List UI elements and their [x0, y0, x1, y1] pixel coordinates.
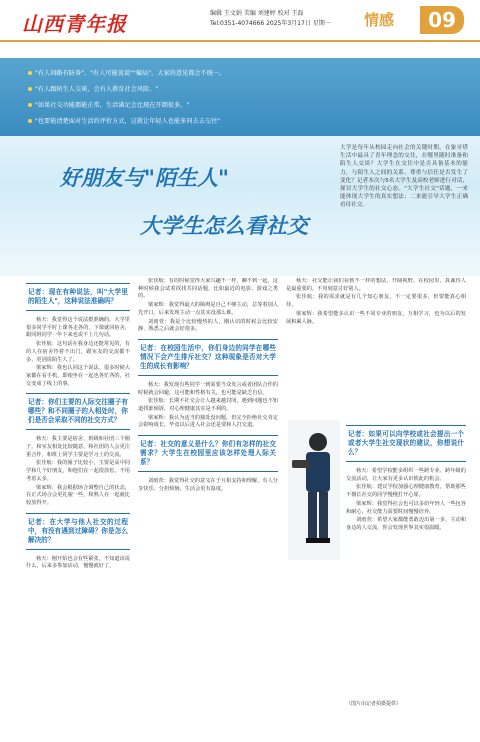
question-box: 记者：在校园生活中，你们身边的同学在哪些情况下会产生排斥社交？这种现象是否对大学生的成长有影响？	[138, 339, 278, 376]
quote-line: "如果社交功能都能正常，生活满足会比现在开朗很多。"	[28, 100, 189, 109]
question-box: 记者：你们主要的人际交往圈子有哪些？和不同圈子的人相处时，你们是否会采取不同的社交方式？	[26, 393, 130, 430]
answer-paragraph: 杨天：社交能让我们看到不一样的想法，开阔视野。在校园里，真诚待人是最重要的，不用刻意讨好别人。	[286, 278, 466, 292]
answer-paragraph: 张佳航：有的时候觉得大家兴趣不一样，聊不到一起，这种时候我会试着找找共同话题，比如最近的电影、游戏之类的。	[138, 278, 278, 300]
quote-line: "有人问路有防备"、"有人可能说谎""骗局"，大家的意见都会不统一。	[28, 68, 225, 77]
answer-paragraph: 张佳航：建议学校加强心理健康教育，帮助那些不擅长社交的同学慢慢打开心扉。	[346, 484, 466, 499]
intro-paragraph: 大学是每年从校园走向社会的关键时期，在象牙塔生活中最具了青年理念的交往，在哪里随时准备和陌生人交谈？大学生在交往中是否具备基本的能力，与陌生人之间的关系、尊重与信任是否发生了变化？记者本次与5名大学生及高校老师进行对话，探讨大学生的社交心态。"大学生社交"话题，一来能体现大学生的真实想法；二来能引导大学生正确看待社交。	[340, 145, 468, 209]
bullet-icon	[28, 119, 32, 123]
question-box: 记者：社交的意义是什么？你们有怎样的社交需求？大学生在校园里应该怎样处理人际关系？	[138, 435, 278, 472]
article-column-3-bottom	[346, 420, 466, 710]
article-column-1	[26, 278, 130, 708]
answer-paragraph: 刘雨萱：我是个比较慢热的人，刚认识的时候会比较安静，熟悉之后就会好很多。	[138, 318, 278, 333]
question-box: 记者：现在有种说法，叫"大学里的陌生人"，这种说法准确吗？	[26, 283, 130, 311]
answer-paragraph: 梁家辉：我会根据场合调整自己的状态，在正式场合会更礼貌一些，和熟人在一起就比较放得开。	[26, 484, 130, 506]
answer-paragraph: 杨天：我发现有些同学一到需要当众发言或者团队合作的时候就会回避，这可能和性格有关，也可能是缺乏自信。	[138, 381, 278, 396]
answer-paragraph: 张佳航：长期不社交会让人越来越封闭，遇到问题也不知道找谁倾诉，对心理健康其实是不利的。	[138, 398, 278, 413]
answer-paragraph: 梁家辉：我觉得社会也可以多给年轻人一些包容和耐心，社交能力需要时间慢慢培养。	[346, 500, 466, 515]
answer-paragraph: 杨天：希望学校能多组织一些跨专业、跨年级的交流活动，让大家有更多认识彼此的机会。	[346, 468, 466, 482]
masthead	[0, 0, 480, 42]
answer-paragraph: 张佳航：我的需求就是有几个知心朋友，不一定要很多，但要能真心相待。	[286, 294, 466, 309]
issue-info: Tel:0351-4074666 2025年3月17日 星期一	[210, 20, 331, 27]
headline-line-1: 好朋友与"陌生人"	[60, 166, 229, 190]
quote-line: "也要能清楚面对生活的评价方式，这就让年轻人也能多同去去交往"	[28, 116, 220, 125]
editor-credits: 编辑 王文娟 美编 刘建婷 校对 王磊	[210, 10, 304, 17]
feature-banner	[0, 44, 480, 276]
photo-caption: （图片由记者拍摄提供）	[346, 701, 402, 707]
quote-strip	[0, 58, 480, 136]
quote-line: "有人跟陌生人交谈，会有人教育社会风险。"	[28, 84, 158, 93]
section-title: 情感	[364, 11, 395, 29]
answer-paragraph: 张佳航：这句话在我身边还挺常见的，有的人在宿舍待着不出门，跟室友的交流都不多，更别说陌生人了。	[26, 341, 130, 363]
bullet-icon	[28, 87, 32, 91]
answer-paragraph: 梁家辉：我也认同这个说法。很多时候大家都在看手机，即使坐在一起也各忙各的，社交变成了线上的事。	[26, 365, 130, 387]
answer-paragraph: 刘雨萱：希望大家都能勇敢迈出第一步，主动和身边的人交流，你会发现世界其实很温暖。	[346, 517, 466, 531]
page-number: 09	[420, 6, 464, 34]
answer-paragraph: 刘雨萱：我觉得社交的意义在于互相支持和理解，有人分享快乐、分担烦恼，生活会更有温度。	[138, 478, 278, 492]
answer-paragraph: 张佳航：我的圈子比较小，主要是高中同学和几个好朋友，和他们在一起很放松，不用考虑太多。	[26, 460, 130, 482]
bullet-icon	[28, 103, 32, 107]
answer-paragraph: 梁家辉：我希望能多认识一些不同专业的朋友，互相学习，也为以后的发展积累人脉。	[286, 310, 466, 325]
bullet-icon	[28, 71, 32, 75]
question-box: 记者：如果可以向学校或社会提出一个或者大学生社交现状的建议，你想说什么？	[346, 425, 466, 462]
interview-photo	[288, 420, 340, 560]
answer-paragraph: 杨天：我觉得这个说法挺准确的。大学里很多同学平时上课各走各的，下课就回宿舍，跟同班同学一年下来也说不上几句话。	[26, 317, 130, 339]
article-column-3-top	[286, 278, 466, 386]
newspaper-logo: 山西青年报	[22, 12, 127, 36]
answer-paragraph: 杨天：刚开始也会有些紧张，不知道该说什么，后来多参加活动，慢慢就好了。	[26, 555, 130, 570]
answer-paragraph: 梁家辉：我认为适当的独处没问题，但完全拒绝社交肯定会影响成长，毕竟以后进入社会还是要和人打交道。	[138, 414, 278, 429]
question-box: 记者：在大学与他人社交的过程中，有没有遇到过障碍？你是怎么解决的？	[26, 513, 130, 550]
headline-line-2: 大学生怎么看社交	[140, 214, 308, 238]
answer-paragraph: 杨天：我主要是宿舍、班级和社团三个圈子。和室友相处比较随意，和社团的人会更注重合作，和班上同学主要是学习上的交流。	[26, 436, 130, 458]
article-column-2	[138, 278, 278, 708]
answer-paragraph: 梁家辉：我觉得最大的障碍是自己不够主动，总等着别人先开口，后来发现主动一点其实没那么难。	[138, 302, 278, 316]
